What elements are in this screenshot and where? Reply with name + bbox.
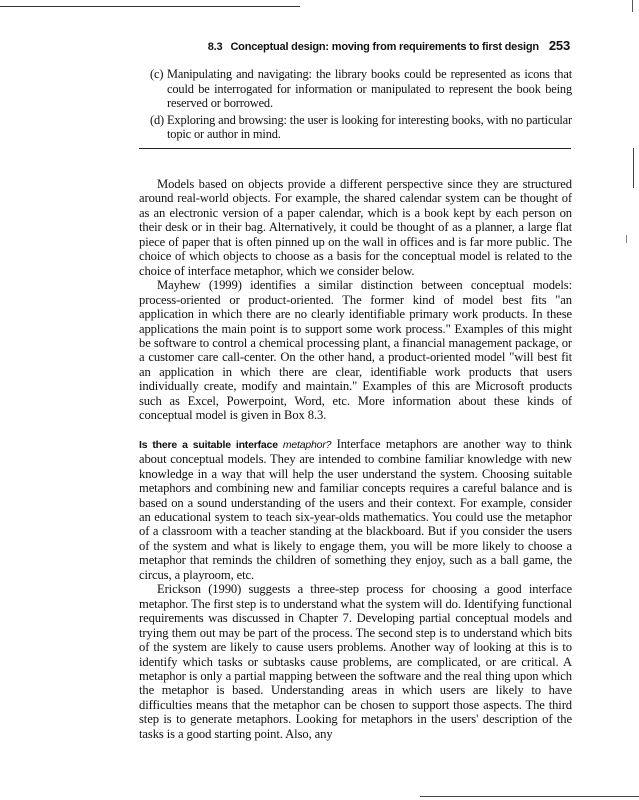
paragraph-metaphor bbox=[139, 437, 572, 583]
criteria-list bbox=[150, 67, 572, 144]
list-marker: (d) bbox=[150, 112, 164, 127]
list-marker: (c) bbox=[150, 67, 164, 81]
section-title: Conceptual design: moving from requirements to first design bbox=[230, 41, 539, 53]
paragraph-objects: Models based on objects provide a different perspective since they are structured around real-world objects. For example, the shared calendar system can be thought of as an electronic version of a paper calendar, which is a book kept by each person on their desk or in their bag. Alternatively, it could be thought of as a planner, a large flat piece of paper that is often pinned up on the wall in offices and is far more public. The choice of which objects to choose as a basis for the conceptual model is related to the choice of interface metaphor, which we consider below. bbox=[139, 177, 572, 278]
margin-tick bbox=[626, 235, 627, 243]
corner-rule bbox=[632, 0, 633, 12]
paragraph-mayhew: Mayhew (1999) identifies a similar distinction between conceptual models: process-oriented or product-oriented. The former kind of model best fits "an application in which there are no clearly identifiable primary work products. In these applications the main point is to support some work process." Examples of this might be software to control a chemical processing plant, a financial management package, or a customer care call-center. On the other hand, a product-oriented model "will best fit an application in which there are clear, identifiable work products that users individually create, modify and maintain." Examples of this are Microsoft products such as Excel, Powerpoint, Word, etc. More information about these kinds of conceptual model is given in Box 8.3. bbox=[139, 278, 572, 423]
run-in-heading-italic: metaphor? bbox=[282, 438, 332, 451]
body-text bbox=[139, 177, 572, 741]
list-item bbox=[150, 113, 572, 142]
running-header bbox=[0, 38, 570, 53]
section-number: 8.3 bbox=[207, 41, 223, 53]
top-rule bbox=[0, 6, 300, 7]
margin-bar bbox=[633, 148, 634, 188]
bottom-rule bbox=[420, 796, 639, 797]
box-end-rule bbox=[139, 148, 571, 149]
paragraph-erickson: Erickson (1990) suggests a three-step process for choosing a good interface metaphor. The first step is to understand what the system will do. Identifying functional requirements was discussed in Chapter 7. Developing partial conceptual models and trying them out may be part of the process. The second step is to understand which bits of the system are likely to cause users problems. Another way of looking at this is to identify which tasks or subtasks cause problems, are complicated, or are critical. A metaphor is only a partial mapping between the software and the real thing upon which the metaphor is based. Understanding areas in which users are likely to have difficulties means that the metaphor can be chosen to support those aspects. The third step is to generate metaphors. Looking for metaphors in the users' description of the tasks is a good starting point. Also, any bbox=[139, 582, 572, 741]
list-item bbox=[150, 67, 572, 111]
list-item-text: Exploring and browsing: the user is looking for interesting books, with no particular topic or author in mind. bbox=[167, 112, 572, 141]
list-item-text: Manipulating and navigating: the library books could be represented as icons that could be interrogated for information or manipulated to represent the book being reserved or borrowed. bbox=[167, 67, 572, 110]
run-in-heading-lead: Is there a suitable interface bbox=[139, 438, 278, 451]
paragraph-metaphor-text: Interface metaphors are another way to think about conceptual models. They are intended to combine familiar knowledge with new knowledge in a way that will help the user understand the system. Choosing suitable metaphors and combining new and familiar concepts requires a careful balance and is based on a sound understanding of the users and their context. For example, consider an educational system to teach six-year-olds mathematics. You could use the metaphor of a classroom with a teacher standing at the blackboard. But if you consider the users of the system and what is likely to engage them, you will be more likely to choose a metaphor that reminds the children of something they enjoy, such as a ball game, the circus, a playroom, etc. bbox=[139, 436, 572, 582]
run-in-heading bbox=[139, 439, 331, 451]
page-number: 253 bbox=[548, 38, 570, 53]
